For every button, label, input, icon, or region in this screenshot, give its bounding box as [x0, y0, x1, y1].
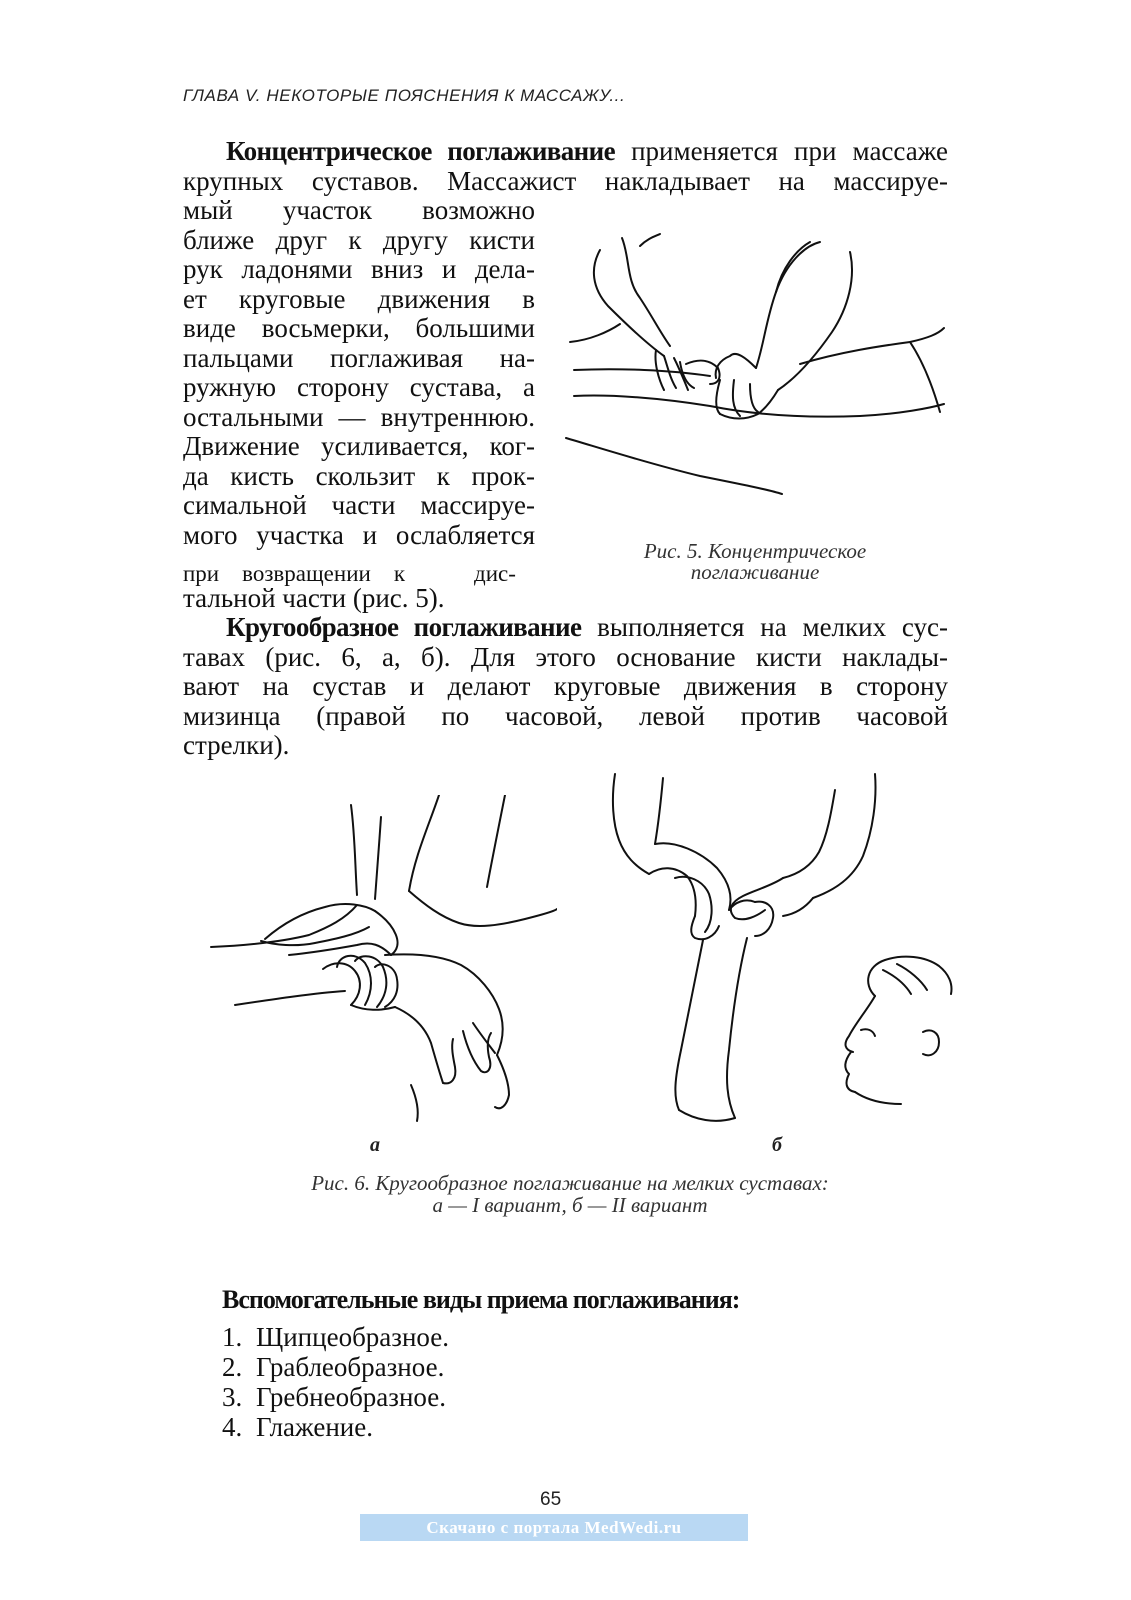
paragraph-line [183, 613, 948, 643]
figure-5-caption [600, 541, 910, 583]
paragraph-line: пальцами поглаживая на- [183, 342, 535, 373]
list-text: Глажение. [256, 1412, 373, 1442]
figure-6-label-a: а [370, 1134, 380, 1156]
caption-line: Рис. 5. Концентрическое [643, 539, 867, 563]
list-item [222, 1322, 449, 1352]
list-number: 2. [222, 1352, 243, 1382]
list-text: Граблеобразное. [256, 1352, 445, 1382]
list-text: Щипцеобразное. [256, 1322, 449, 1352]
paragraph-line: при возвращении к дис- [183, 561, 516, 586]
list-text: Гребнеобразное. [256, 1382, 446, 1412]
list-number: 4. [222, 1412, 243, 1442]
figure-6a-illustration [205, 795, 557, 1125]
figure-5-illustration [560, 228, 950, 500]
list-item [222, 1412, 449, 1442]
list-number: 1. [222, 1322, 243, 1352]
figure-6b-illustration [605, 770, 955, 1130]
paragraph-line: ет круговые движения в [183, 283, 535, 314]
term-concentric: Концентрическое поглаживание [226, 136, 615, 166]
line-text: применяется при массаже [614, 136, 949, 166]
aux-list [222, 1322, 449, 1442]
caption-line: а — I вариант, б — II вариант [432, 1193, 708, 1217]
paragraph-circular [183, 613, 948, 761]
paragraph-line: ближе друг к другу кисти [183, 224, 535, 255]
page-number: 65 [540, 1489, 562, 1510]
paragraph-line: остальными — внутреннюю. [183, 401, 535, 432]
paragraph-line: рук ладонями вниз и дела- [183, 254, 535, 284]
watermark-link[interactable]: Скачано с портала MedWedi.ru [360, 1514, 748, 1541]
running-head: ГЛАВА V. НЕКОТОРЫЕ ПОЯСНЕНИЯ К МАССАЖУ... [183, 86, 626, 105]
figure-6-caption [220, 1172, 920, 1216]
paragraph-line: стрелки). [183, 730, 290, 760]
paragraph-line [183, 137, 948, 167]
paragraph-line: мого участка и ослабляется [183, 519, 535, 550]
caption-line: Рис. 6. Кругообразное поглаживание на мелких суставах: [311, 1171, 829, 1195]
figure-6-label-b: б [772, 1134, 782, 1156]
paragraph-concentric-intro [183, 137, 948, 196]
list-item [222, 1382, 449, 1412]
paragraph-line: мый участок возможно [183, 195, 535, 225]
paragraph-line: Движение усиливается, ког- [183, 431, 535, 461]
paragraph-line: тавах (рис. 6, а, б). Для этого основание кисти наклады- [183, 641, 948, 672]
paragraph-line: виде восьмерки, большими [183, 313, 535, 343]
caption-line: поглаживание [690, 560, 820, 584]
paragraph-line: вают на сустав и делают круговые движения в сторону [183, 671, 948, 701]
list-number: 3. [222, 1382, 243, 1412]
paragraph-line: симальной части массируе- [183, 490, 535, 520]
paragraph-line: да кисть скользит к прок- [183, 460, 535, 491]
paragraph-line: крупных суставов. Массажист накладывает на массируе- [183, 165, 948, 196]
paragraph-line: ружную сторону сустава, а [183, 372, 535, 402]
paragraph-line: тальной части (рис. 5). [183, 583, 445, 613]
paragraph-line: мизинца (правой по часовой, левой против часовой [183, 700, 948, 731]
term-circular: Кругообразное поглаживание [226, 612, 582, 642]
paragraph-concentric-wrapped [183, 196, 535, 550]
line-text: выполняется на мелких сус- [581, 612, 948, 642]
list-item [222, 1352, 449, 1382]
aux-heading: Вспомогательные виды приема поглаживания: [222, 1285, 740, 1314]
